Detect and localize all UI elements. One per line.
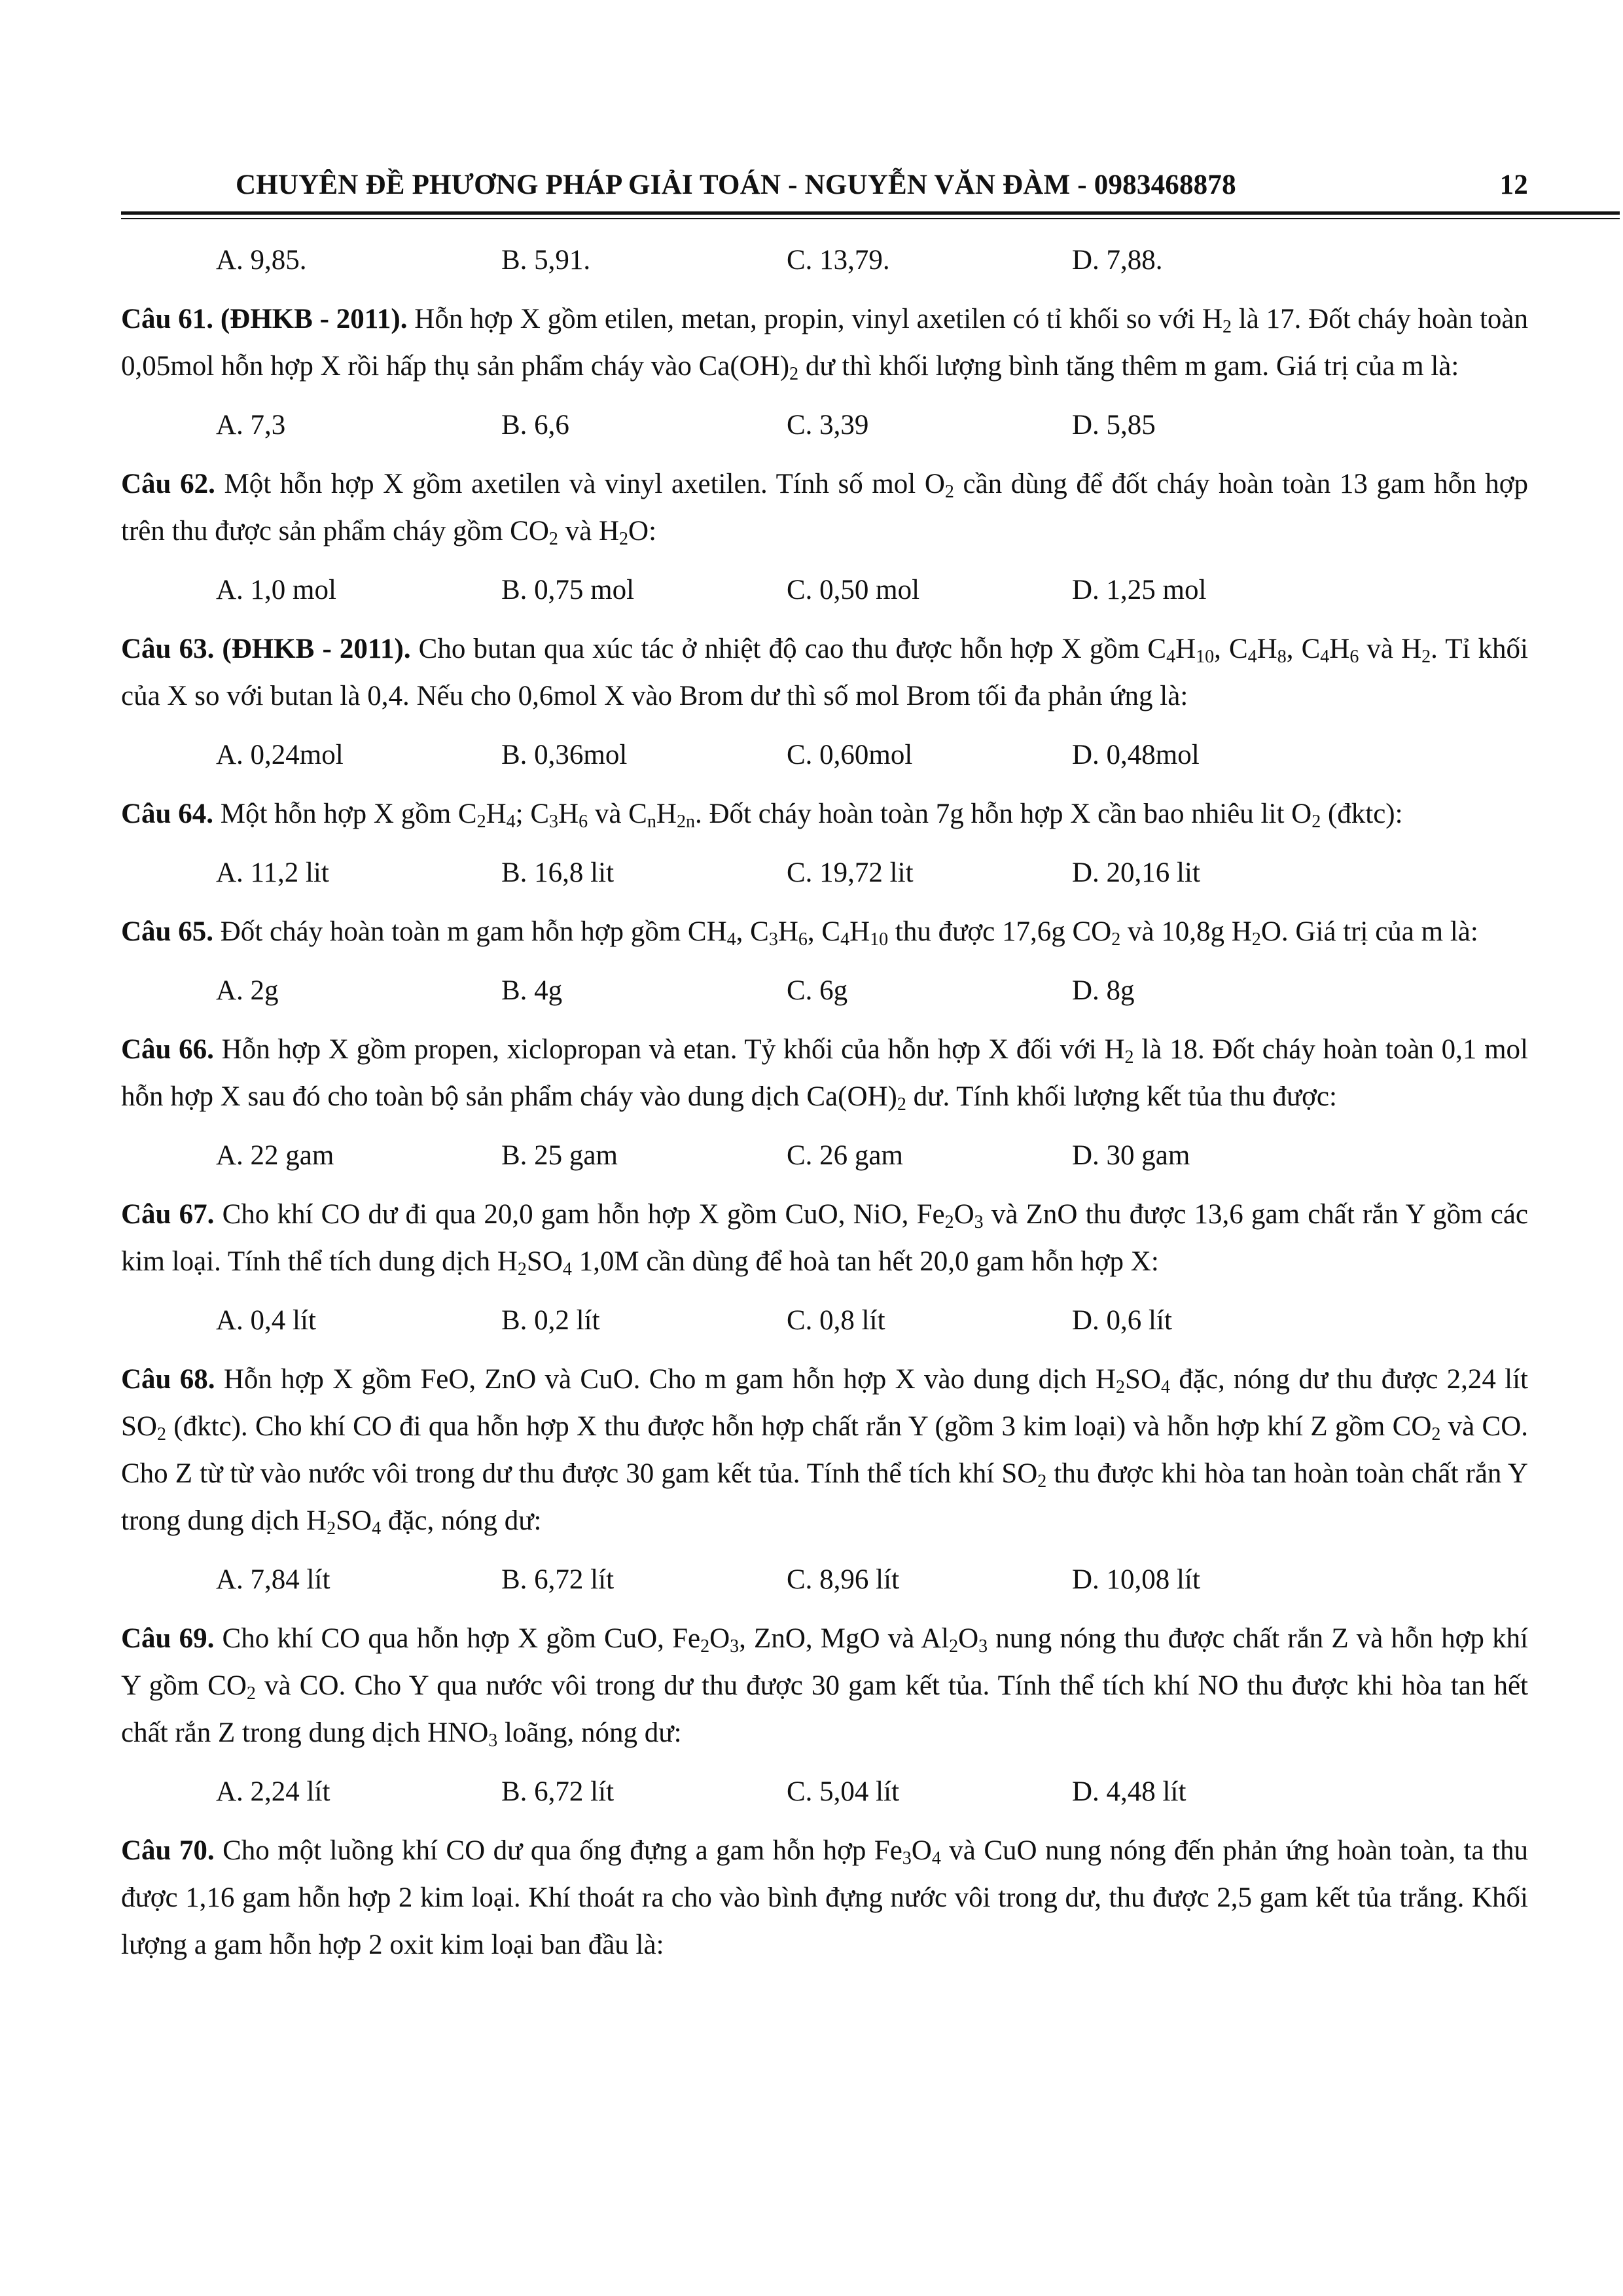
option-c: C. 0,60mol: [787, 740, 913, 770]
header-rule-thick: [121, 211, 1620, 215]
option-d: D. 0,48mol: [1072, 740, 1200, 770]
question-label: Câu 70.: [121, 1835, 215, 1866]
question-67: Câu 67. Cho khí CO dư đi qua 20,0 gam hỗn hợp X gồm CuO, NiO, $Fe_2O_3$ và ZnO thu được 13,6 gam chất rắn Y gồm các kim loại. Tính thể tích dung dịch $H_2SO_4$ 1,0M cần dùng để hoà tan hết 20,0 gam hỗn hợp X:: [121, 1199, 1528, 1280]
answer-options: [121, 402, 1528, 449]
option-c: C. 3,39: [787, 410, 869, 440]
question-label: Câu 61. (ĐHKB - 2011).: [121, 304, 408, 334]
option-d: D. 10,08 lít: [1072, 1564, 1200, 1595]
option-a: A. 1,0 mol: [216, 575, 336, 605]
option-d: D. 20,16 lit: [1072, 857, 1200, 888]
question-label: Câu 66.: [121, 1034, 214, 1065]
page-number: 12: [1499, 170, 1528, 200]
option-d: D. 30 gam: [1072, 1140, 1190, 1171]
option-a: A. 7,84 lít: [216, 1564, 330, 1595]
option-c: C. 26 gam: [787, 1140, 903, 1171]
question-label: Câu 62.: [121, 469, 215, 499]
option-a: A. 2g: [216, 975, 279, 1006]
question-70: Câu 70. Cho một luồng khí CO dư qua ống đựng a gam hỗn hợp $Fe_3O_4$ và CuO nung nóng đến phản ứng hoàn toàn, ta thu được 1,16 gam hỗn hợp 2 kim loại. Khí thoát ra cho vào bình đựng nước vôi trong dư, thu được 2,5 gam kết tủa trắng. Khối lượng a gam hỗn hợp 2 oxit kim loại ban đầu là:: [121, 1835, 1528, 1960]
question-label: Câu 65.: [121, 916, 213, 947]
option-a: A. 22 gam: [216, 1140, 334, 1171]
option-a: A. 2,24 lít: [216, 1776, 330, 1807]
option-b: B. 25 gam: [501, 1140, 618, 1171]
option-b: B. 4g: [501, 975, 563, 1006]
question-label: Câu 69.: [121, 1623, 215, 1654]
header-title: CHUYÊN ĐỀ PHƯƠNG PHÁP GIẢI TOÁN - NGUYỄN VĂN ĐÀM - 0983468878: [236, 170, 1236, 200]
option-d: D. 0,6 lít: [1072, 1305, 1172, 1336]
option-d: D. 5,85: [1072, 410, 1156, 440]
option-c: C. 6g: [787, 975, 848, 1006]
option-a: A. 0,24mol: [216, 740, 344, 770]
page-header: [121, 169, 1528, 201]
option-a: A. 11,2 lit: [216, 857, 329, 888]
question-62: Câu 62. Một hỗn hợp X gồm axetilen và vinyl axetilen. Tính số mol $O_2$ cần dùng để đốt cháy hoàn toàn 13 gam hỗn hợp trên thu được sản phẩm cháy gồm $CO_2$ và $H_2O$:: [121, 469, 1528, 549]
question-label: Câu 64.: [121, 798, 213, 829]
question-65: Câu 65. Đốt cháy hoàn toàn m gam hỗn hợp gồm $CH_4$, $C_3H_6$, $C_4H_{10}$ thu được 17,6g $CO_2$ và 10,8g $H_2O$. Giá trị của m là:: [121, 916, 1478, 950]
answer-options: [121, 567, 1528, 614]
question-69: Câu 69. Cho khí CO qua hỗn hợp X gồm CuO, $Fe_2O_3$, ZnO, MgO và $Al_2O_3$ nung nóng thu được chất rắn Z và hỗn hợp khí Y gồm $CO_2$ và CO. Cho Y qua nước vôi trong dư thu được 30 gam kết tủa. Tính thể tích khí NO thu được khi hòa tan hết chất rắn Z trong dung dịch $HNO_3$ loãng, nóng dư:: [121, 1623, 1528, 1751]
option-b: B. 6,6: [501, 410, 569, 440]
option-b: B. 6,72 lít: [501, 1776, 615, 1807]
question-label: Câu 67.: [121, 1199, 215, 1230]
option-c: C. 5,04 lít: [787, 1776, 900, 1807]
option-a: A. 7,3: [216, 410, 286, 440]
answer-options: [121, 1297, 1528, 1344]
answer-options: [121, 850, 1528, 897]
question-label: Câu 68.: [121, 1364, 215, 1395]
option-c: C. 0,50 mol: [787, 575, 920, 605]
answer-options: [121, 732, 1528, 779]
question-66: Câu 66. Hỗn hợp X gồm propen, xiclopropan và etan. Tỷ khối của hỗn hợp X đối với $H_2$ là 18. Đốt cháy hoàn toàn 0,1 mol hỗn hợp X sau đó cho toàn bộ sản phẩm cháy vào dung dịch $Ca(OH)_2$ dư. Tính khối lượng kết tủa thu được:: [121, 1034, 1528, 1115]
option-d: D. 8g: [1072, 975, 1135, 1006]
page-content: [121, 237, 1528, 1981]
question-63: Câu 63. (ĐHKB - 2011). Cho butan qua xúc tác ở nhiệt độ cao thu được hỗn hợp X gồm $C_4H_{10}$, $C_4H_8$, $C_4H_6$ và $H_2$. Tỉ khối của X so với butan là 0,4. Nếu cho 0,6mol X vào Brom dư thì số mol Brom tối đa phản ứng là:: [121, 634, 1528, 711]
question-label: Câu 63. (ĐHKB - 2011).: [121, 634, 411, 664]
option-c: C. 19,72 lit: [787, 857, 914, 888]
option-b: B. 16,8 lit: [501, 857, 615, 888]
option-d: D. 7,88.: [1072, 245, 1163, 276]
option-b: B. 0,2 lít: [501, 1305, 600, 1336]
question-64: Câu 64. Một hỗn hợp X gồm $C_2H_4$; $C_3H_6$ và $C_nH_{2n}$. Đốt cháy hoàn toàn 7g hỗn hợp X cần bao nhiêu lit $O_2$ (đktc):: [121, 798, 1403, 832]
option-b: B. 0,36mol: [501, 740, 628, 770]
option-b: B. 0,75 mol: [501, 575, 635, 605]
question-68: Câu 68. Hỗn hợp X gồm FeO, ZnO và CuO. Cho m gam hỗn hợp X vào dung dịch $H_2SO_4$ đặc, nóng dư thu được 2,24 lít $SO_2$ (đktc). Cho khí CO đi qua hỗn hợp X thu được hỗn hợp chất rắn Y (gồm 3 kim loại) và hỗn hợp khí Z gồm $CO_2$ và CO. Cho Z từ từ vào nước vôi trong dư thu được 30 gam kết tủa. Tính thể tích khí $SO_2$ thu được khi hòa tan hoàn toàn chất rắn Y trong dung dịch $H_2SO_4$ đặc, nóng dư:: [121, 1364, 1529, 1539]
answer-options: [121, 967, 1528, 1014]
answer-options: [121, 1132, 1528, 1179]
option-b: B. 5,91.: [501, 245, 591, 276]
answer-options: [121, 1768, 1528, 1816]
option-d: D. 4,48 lít: [1072, 1776, 1186, 1807]
option-c: C. 0,8 lít: [787, 1305, 885, 1336]
option-c: C. 8,96 lít: [787, 1564, 900, 1595]
option-d: D. 1,25 mol: [1072, 575, 1207, 605]
answer-options: [121, 1556, 1528, 1604]
answer-options: [121, 237, 1528, 284]
question-61: Câu 61. (ĐHKB - 2011). Hỗn hợp X gồm etilen, metan, propin, vinyl axetilen có tỉ khối so với $H_2$ là 17. Đốt cháy hoàn toàn 0,05mol hỗn hợp X rồi hấp thụ sản phẩm cháy vào $Ca(OH)_2$ dư thì khối lượng bình tăng thêm m gam. Giá trị của m là:: [121, 304, 1528, 384]
option-c: C. 13,79.: [787, 245, 890, 276]
option-b: B. 6,72 lít: [501, 1564, 615, 1595]
header-rule-thin: [121, 218, 1620, 219]
option-a: A. 0,4 lít: [216, 1305, 316, 1336]
option-a: A. 9,85.: [216, 245, 307, 276]
